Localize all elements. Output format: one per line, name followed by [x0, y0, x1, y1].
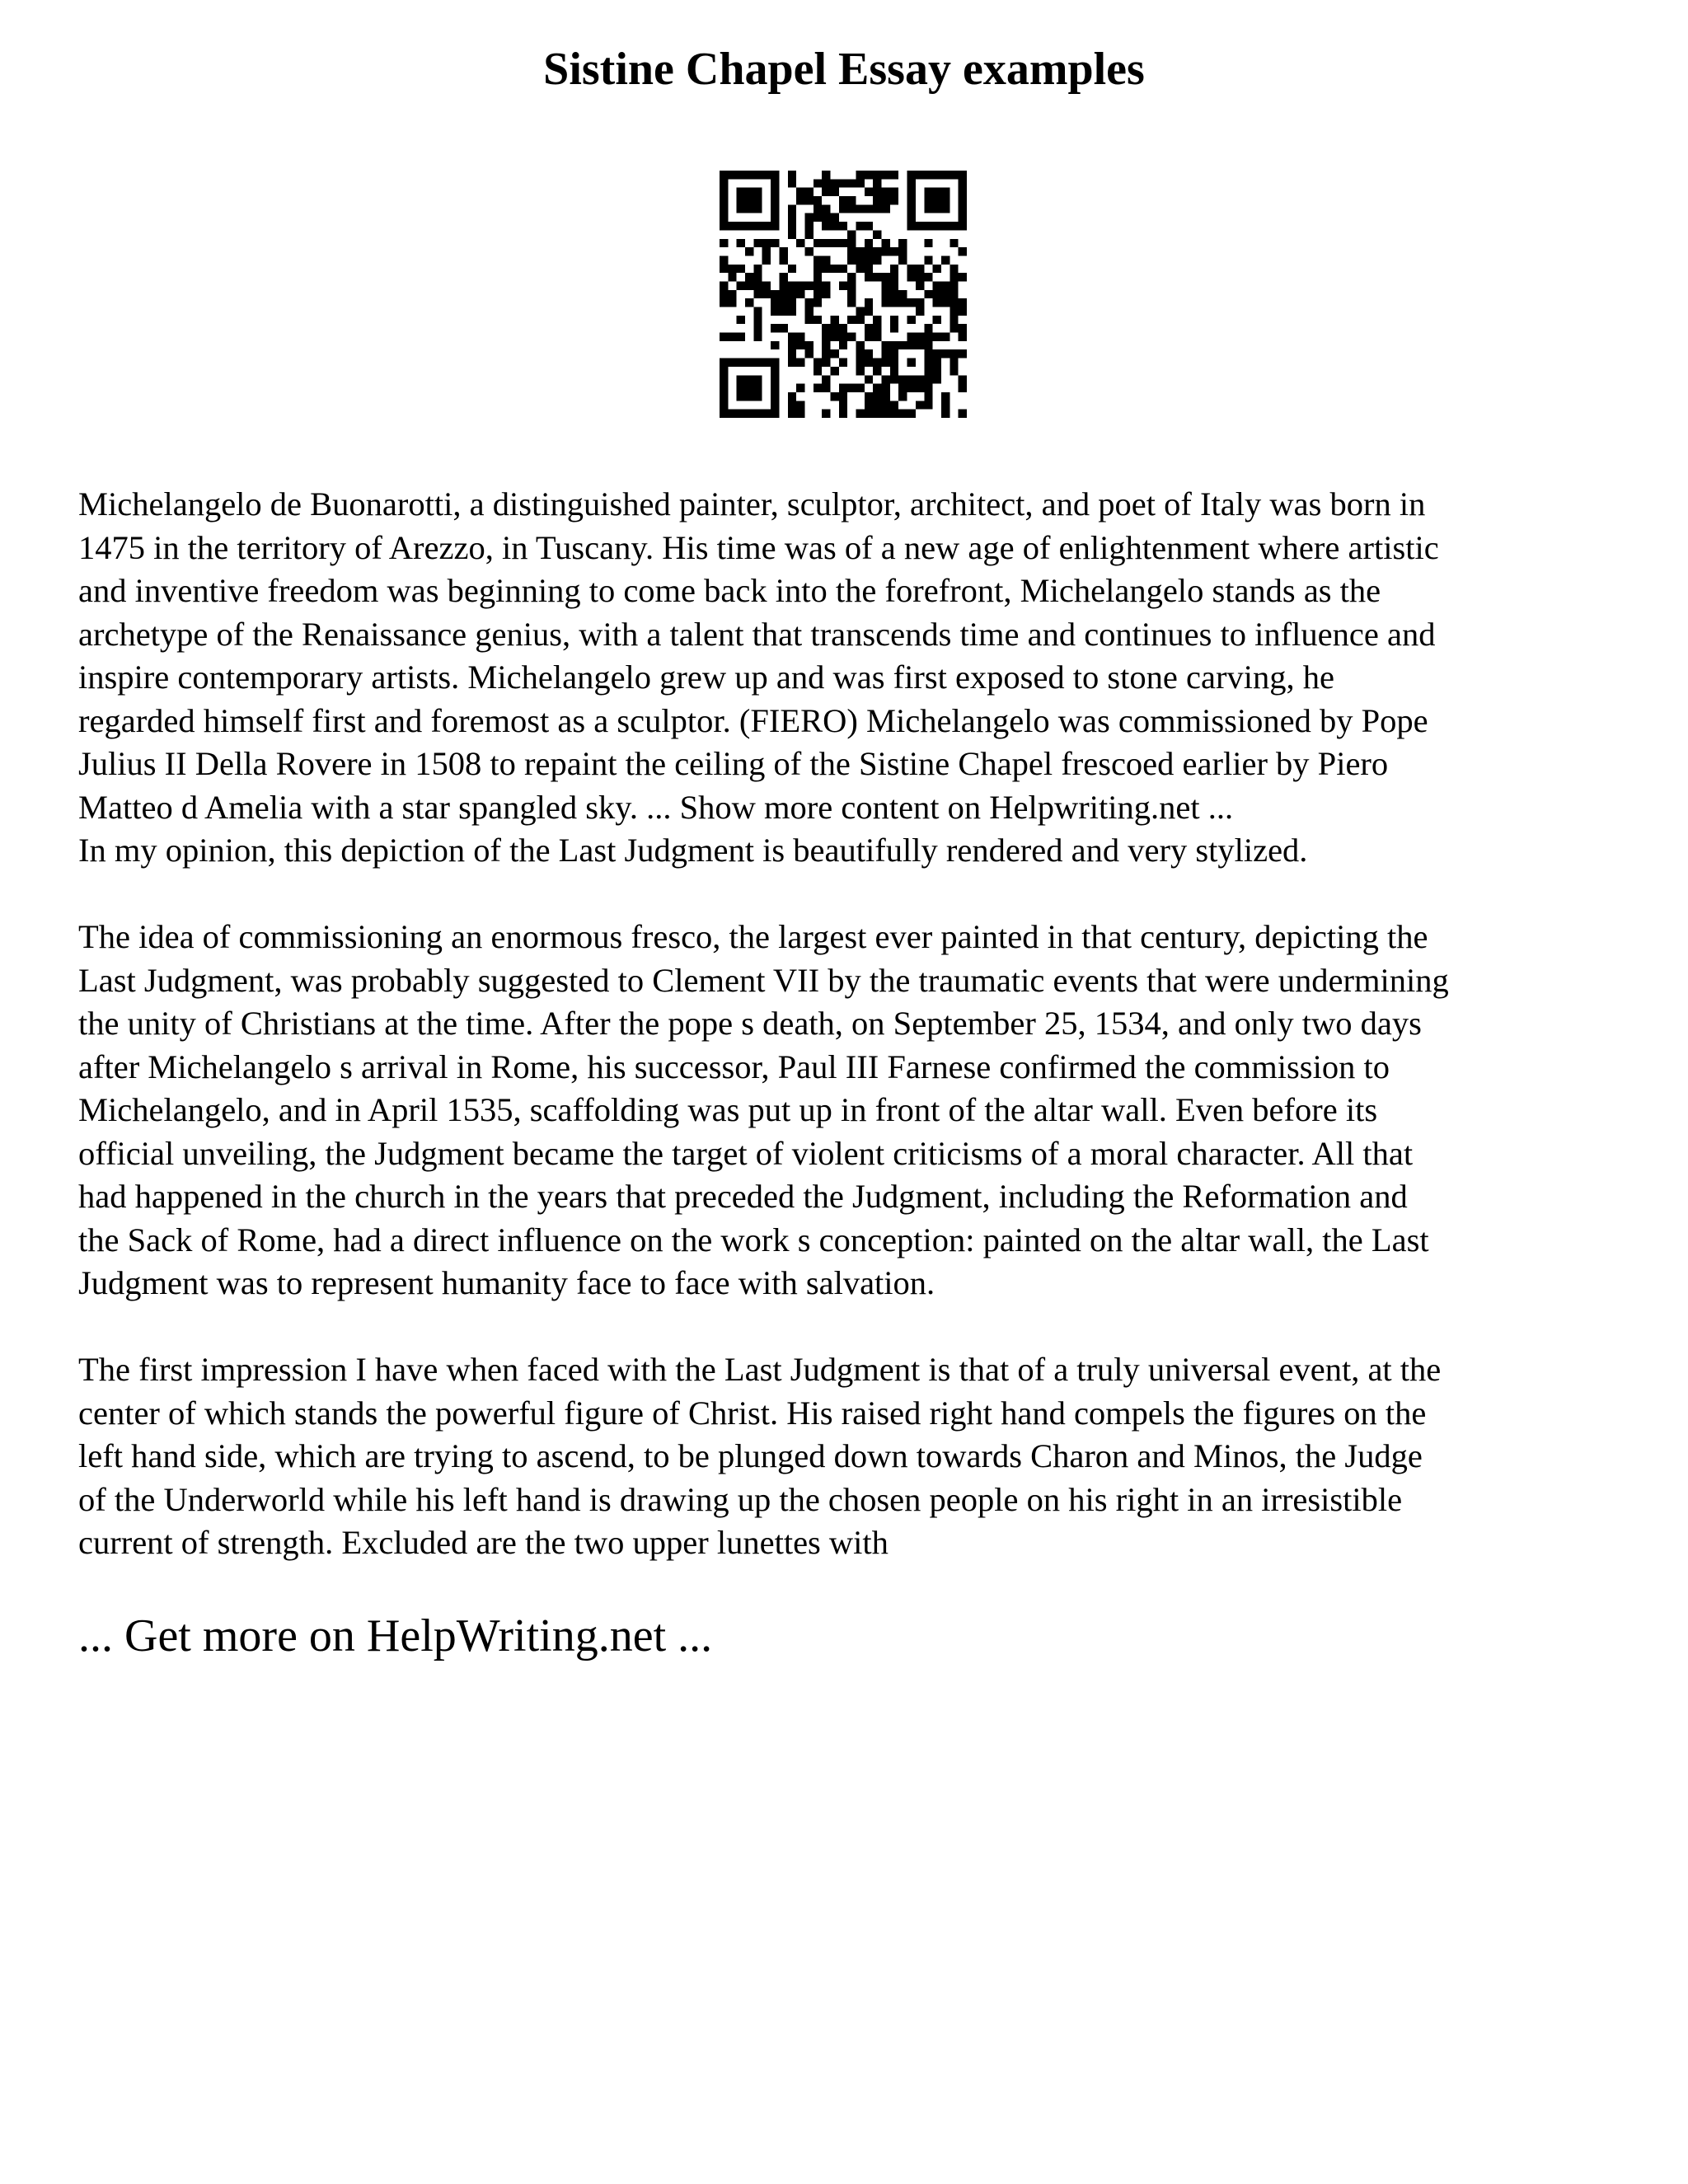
essay-body — [78, 483, 1644, 1608]
paragraph-2: The idea of commissioning an enormous fresco, the largest ever painted in that century, depicting the Last Judgment, was probably suggested to Clement VII by the traumatic events that were undermining the unity of Christians at the time. After the pope s death, on September 25, 1534, and only two days after Michelangelo s arrival in Rome, his successor, Paul III Farnese confirmed the commission to Michelangelo, and in April 1535, scaffolding was put up in front of the altar wall. Even before its official unveiling, the Judgment became the target of violent criticisms of a moral character. All that had happened in the church in the years that preceded the Judgment, including the Reformation and the Sack of Rome, had a direct influence on the work s conception: painted on the altar wall, the Last Judgment was to represent humanity face to face with salvation. — [78, 918, 1449, 1301]
paragraph-1: Michelangelo de Buonarotti, a distinguished painter, sculptor, architect, and poet of Italy was born in 1475 in the territory of Arezzo, in Tuscany. His time was of a new age of enlightenment where artistic and inventive freedom was beginning to come back into the forefront, Michelangelo stands as the archetype of the Renaissance genius, with a talent that transcends time and continues to influence and inspire contemporary artists. Michelangelo grew up and was first exposed to stone carving, he regarded himself first and foremost as a sculptor. (FIERO) Michelangelo was commissioned by Pope Julius II Della Rovere in 1508 to repaint the ceiling of the Sistine Chapel frescoed earlier by Piero Matteo d Amelia with a star spangled sky. ... Show more content on Helpwriting.net ... In my opinion, this depiction of the Last Judgment is beautifully rendered and very stylized. — [78, 485, 1439, 869]
qr-code-icon — [720, 171, 967, 418]
paragraph-3: The first impression I have when faced with the Last Judgment is that of a truly universal event, at the center of which stands the powerful figure of Christ. His raised right hand compels the figures on the left hand side, which are trying to ascend, to be plunged down towards Charon and Minos, the Judge of the Underworld while his left hand is drawing up the chosen people on his right in an irresistible current of strength. Excluded are the two upper lunettes with — [78, 1351, 1442, 1561]
page-title: Sistine Chapel Essay examples — [543, 44, 1145, 95]
get-more-link[interactable]: ... Get more on HelpWriting.net ... — [78, 1610, 713, 1661]
